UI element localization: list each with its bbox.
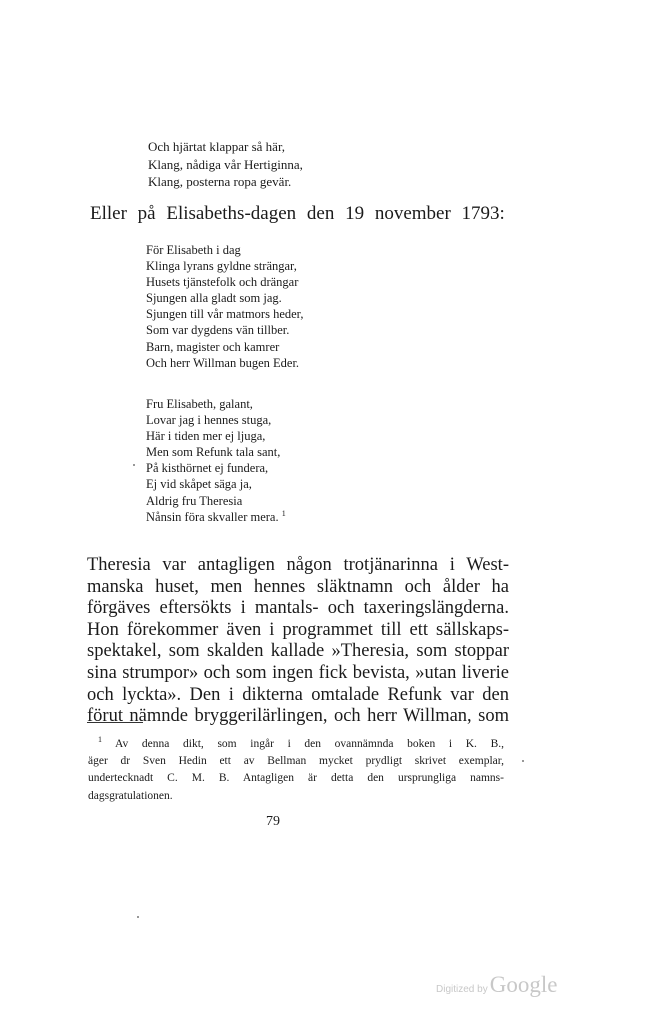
body-paragraph [87,555,509,728]
verse-line: Som var dygdens vän tillber. [146,323,290,338]
verse-line: Lovar jag i hennes stuga, [146,413,272,428]
verse-line: Och herr Willman bugen Eder. [146,355,300,370]
verse-line: Ej vid skåpet säga ja, [146,477,252,492]
prose-line: och lyckta». Den i dikterna omtalade Refunk var den [87,684,509,705]
poem-stanza-2 [146,396,286,525]
poem-stanza-1 [146,242,303,371]
verse-line: Och hjärtat klappar så här, [148,139,286,154]
footnote-line: äger dr Sven Hedin ett av Bellman mycket prydligt skrivet exemplar, [88,755,504,768]
verse-line: Klang, nådiga vår Hertiginna, [148,156,303,172]
prose-line: förgäves eftersökts i mantals- och taxeringslängderna. [87,598,509,619]
verse-line [146,509,286,525]
watermark-prefix: Digitized by [436,984,488,995]
verse-line: Aldrig fru Theresia [146,493,243,508]
section-heading: Eller på Elisabeths-dagen den 19 november 1793: [90,203,505,224]
footnote-line: dagsgratulationen. [88,789,173,802]
intro-verse [148,138,303,191]
verse-line: Klang, posterna ropa gevär. [148,174,292,189]
print-speck [522,760,524,762]
footnote-line: undertecknadt C. M. B. Antagligen är detta den ursprungliga namns- [88,772,504,785]
verse-line: Husets tjänstefolk och drängar [146,275,299,290]
footnote-divider [87,722,143,723]
footnote [88,736,504,805]
page-number: 79 [266,814,280,829]
footnote-text: Av denna dikt, som ingår i den ovannämnda boken i K. B., [115,738,504,750]
verse-text: Nånsin föra skvaller mera. [146,509,279,524]
prose-line: manska huset, men hennes släktnamn och ålder ha [87,576,509,597]
footnote-marker: 1 [98,735,102,744]
prose-line: sina strumpor» och som ingen fick bevista, »utan liverie [87,662,509,683]
verse-line: Sjungen till vår matmors heder, [146,307,304,322]
digitized-watermark [436,972,557,998]
verse-line: Här i tiden mer ej ljuga, [146,429,266,444]
verse-line: Klinga lyrans gyldne strängar, [146,259,297,274]
verse-line: Fru Elisabeth, galant, [146,397,253,411]
verse-line: På kisthörnet ej fundera, [146,461,269,476]
verse-line: Barn, magister och kamrer [146,339,280,354]
print-speck [137,916,139,918]
google-logo: Google [489,972,558,997]
prose-line: Hon förekommer även i programmet till ett sällskaps- [87,619,509,640]
verse-line: För Elisabeth i dag [146,243,241,257]
footnote-line [88,736,504,753]
footnote-reference: 1 [281,508,286,518]
prose-line: förut nämnde bryggerilärlingen, och herr Willman, som [87,706,509,727]
prose-line: spektakel, som skalden kallade »Theresia, som stoppar [87,641,509,662]
print-speck [133,464,135,466]
verse-line: Sjungen alla gladt som jag. [146,291,282,306]
prose-line: Theresia var antagligen någon trotjänarinna i West- [87,555,509,575]
verse-line: Men som Refunk tala sant, [146,445,281,460]
